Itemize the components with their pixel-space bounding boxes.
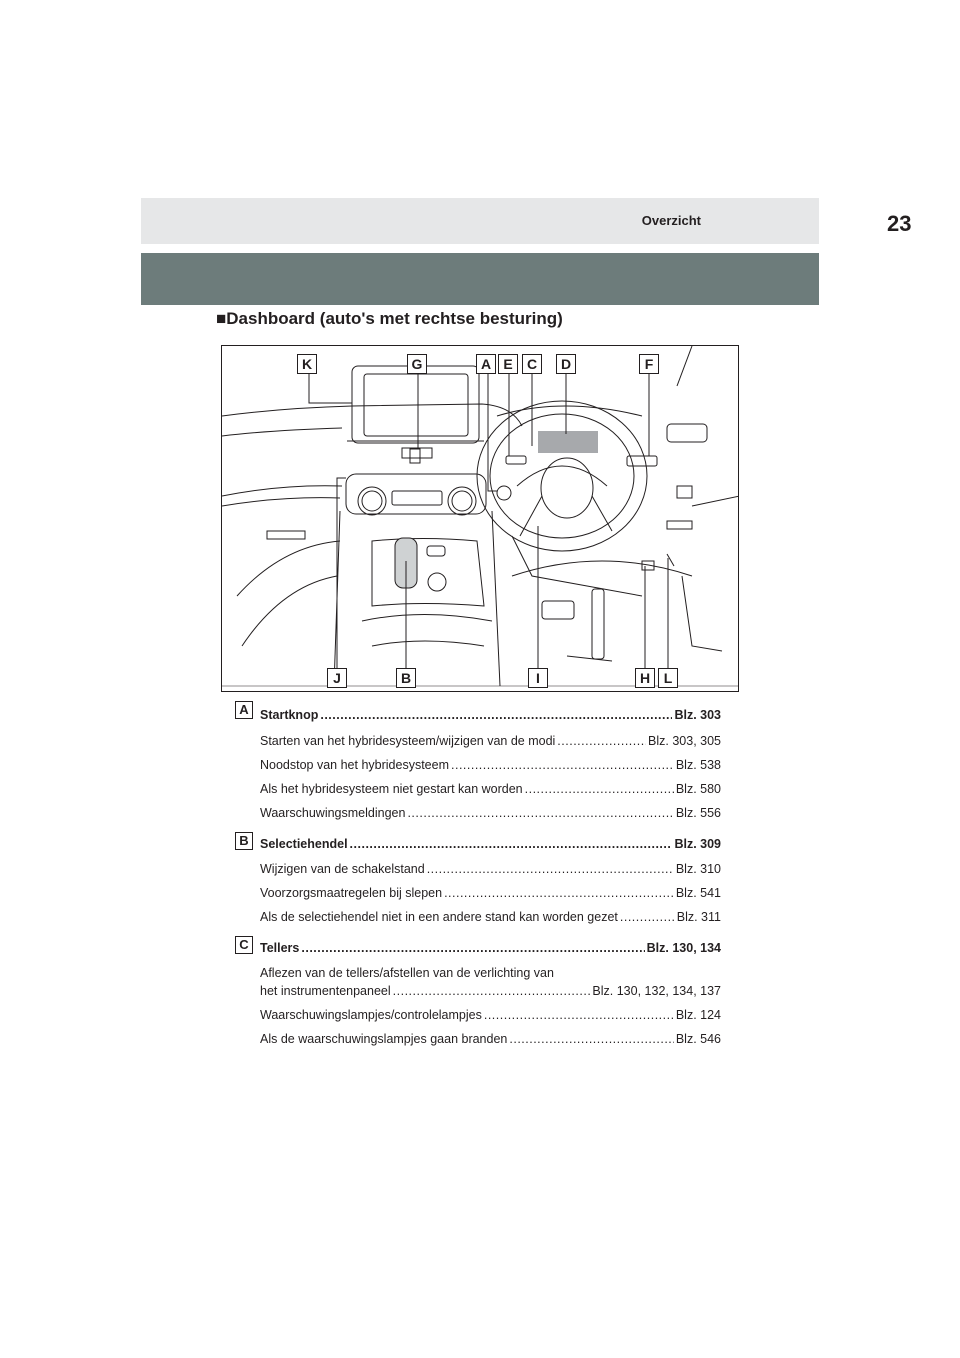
entry-b-title: Selectiehendel <box>260 837 348 851</box>
entry-a-item: Starten van het hybridesysteem/wijzigen van de modi ..... Blz. 303, 305 <box>260 734 721 748</box>
entry-a-ref: Blz. 303 <box>674 708 721 722</box>
figure-label-j: J <box>327 668 347 688</box>
section-title: ■Dashboard (auto's met rechtse besturing) <box>216 309 563 328</box>
entry-b-item: Wijzigen van de schakelstand ..... Blz. 310 <box>260 862 721 876</box>
entry-letter-c: C <box>235 936 253 954</box>
entry-b-item: Als de selectiehendel niet in een andere stand kan worden gezet ..... Blz. 311 <box>260 910 721 924</box>
entry-letter-a: A <box>235 701 253 719</box>
page-number: 23 <box>887 211 912 236</box>
figure-label-h: H <box>635 668 655 688</box>
chapter-bar <box>141 253 819 305</box>
entry-c-item: Als de waarschuwingslampjes gaan branden ..... Blz. 546 <box>260 1032 721 1046</box>
figure-label-g: G <box>407 354 427 374</box>
figure-label-k: K <box>297 354 317 374</box>
dashboard-drawing <box>222 346 739 692</box>
entry-b-ref: Blz. 309 <box>674 837 721 851</box>
entry-c-main <box>260 941 721 955</box>
figure-label-f: F <box>639 354 659 374</box>
entry-a-item: Waarschuwingsmeldingen ..... Blz. 556 <box>260 806 721 820</box>
entry-c-item: het instrumentenpaneel ..... Blz. 130, 132, 134, 137 <box>260 984 721 998</box>
figure-label-d: D <box>556 354 576 374</box>
entry-b-main <box>260 837 721 851</box>
figure-label-c: C <box>522 354 542 374</box>
entry-b-item: Voorzorgsmaatregelen bij slepen ..... Blz. 541 <box>260 886 721 900</box>
section-name: Overzicht <box>641 213 701 228</box>
dashboard-illustration <box>221 345 739 692</box>
figure-label-b: B <box>396 668 416 688</box>
entry-a-item: Noodstop van het hybridesysteem ..... Blz. 538 <box>260 758 721 772</box>
entry-c-item-line1: Aflezen van de tellers/afstellen van de verlichting van <box>260 966 554 980</box>
entry-a-title: Startknop <box>260 708 319 722</box>
page-header <box>141 198 912 244</box>
figure-label-e: E <box>498 354 518 374</box>
entry-a-main <box>260 708 721 722</box>
entry-c-title: Tellers <box>260 941 300 955</box>
entry-c-item: Waarschuwingslampjes/controlelampjes ..... Blz. 124 <box>260 1008 721 1022</box>
figure-label-a: A <box>476 354 496 374</box>
entry-a-item: Als het hybridesysteem niet gestart kan worden ..... Blz. 580 <box>260 782 721 796</box>
figure-label-l: L <box>658 668 678 688</box>
entry-letter-b: B <box>235 832 253 850</box>
entry-c-ref: Blz. 130, 134 <box>646 941 721 955</box>
figure-label-i: I <box>528 668 548 688</box>
